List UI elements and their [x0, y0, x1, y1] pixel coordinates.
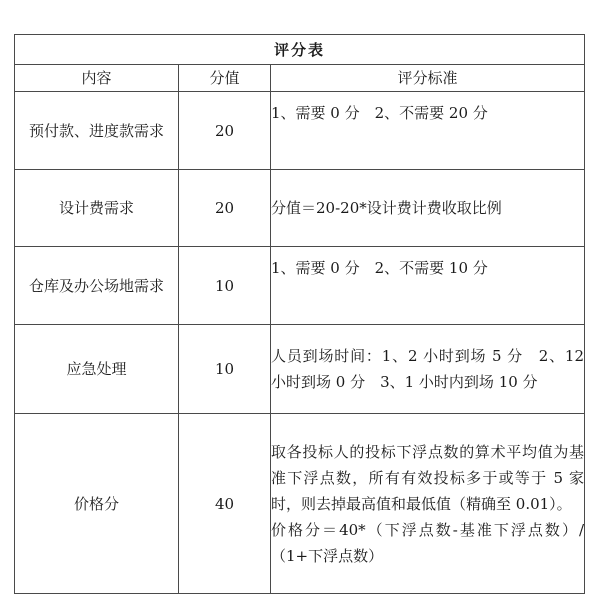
criteria-line: 分值＝20-20*设计费计费收取比例 [271, 199, 502, 217]
table-row-design-fee [15, 170, 585, 247]
row-content: 仓库及办公场地需求 [15, 247, 179, 325]
row-content: 应急处理 [15, 325, 179, 414]
row-score: 10 [179, 325, 271, 414]
criteria-line: 取各投标人的投标下浮点数的算术平均值为基准下浮点数，所有有效投标多于或等于 5 家时，则去掉最高值和最低值（精确至 0.01）。 [271, 442, 585, 513]
score-table [14, 34, 585, 594]
table-title: 评分表 [15, 35, 585, 65]
row-criteria [271, 92, 585, 170]
row-score: 20 [179, 170, 271, 247]
header-row [15, 65, 585, 92]
table-row-price [15, 414, 585, 594]
table-row-emergency [15, 325, 585, 414]
criteria-line: 1、需要 0 分 2、不需要 10 分 [271, 259, 488, 277]
row-content: 预付款、进度款需求 [15, 92, 179, 170]
row-criteria [271, 414, 585, 594]
row-score: 10 [179, 247, 271, 325]
table-row-warehouse [15, 247, 585, 325]
table-row-advance-payment [15, 92, 585, 170]
criteria-formula: 价格分＝40*（下浮点数-基准下浮点数）/（1+下浮点数） [271, 520, 585, 565]
header-content: 内容 [15, 65, 179, 92]
title-row [15, 35, 585, 65]
row-criteria [271, 247, 585, 325]
criteria-line: 1、需要 0 分 2、不需要 20 分 [271, 104, 488, 122]
row-criteria [271, 325, 585, 414]
header-score: 分值 [179, 65, 271, 92]
row-content: 设计费需求 [15, 170, 179, 247]
row-content: 价格分 [15, 414, 179, 594]
header-criteria: 评分标准 [271, 65, 585, 92]
row-criteria [271, 170, 585, 247]
row-score: 40 [179, 414, 271, 594]
row-score: 20 [179, 92, 271, 170]
criteria-line: 人员到场时间：1、2 小时到场 5 分 2、12 小时到场 0 分 3、1 小时内到场 10 分 [271, 347, 585, 391]
